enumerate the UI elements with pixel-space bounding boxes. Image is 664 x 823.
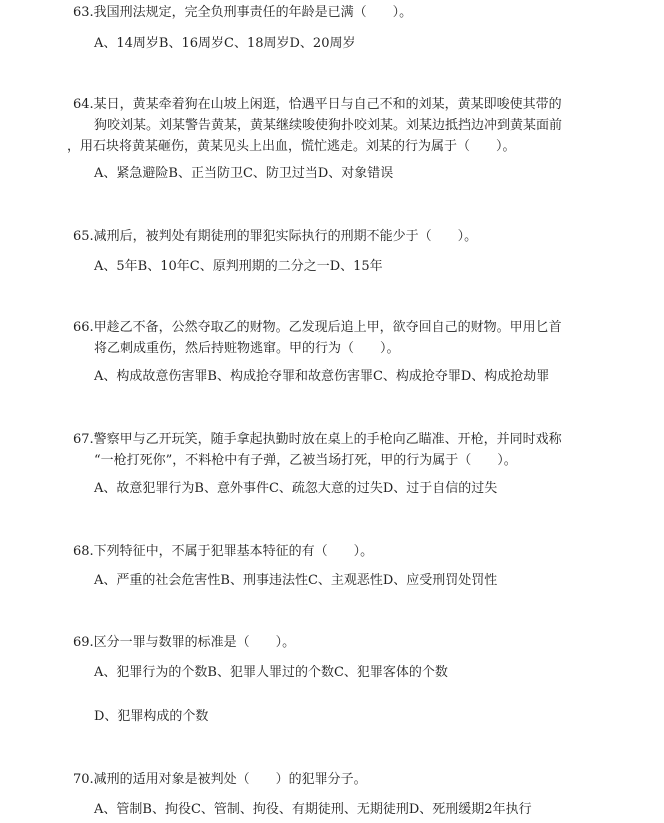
question-stem xyxy=(73,2,593,23)
stem-line: 64.某日，黄某牵着狗在山坡上闲逛，恰遇平日与自己不和的刘某，黄某即唆使其带的 xyxy=(73,97,562,112)
question-options: A、管制B、拘役C、管制、拘役、有期徒刑、无期徒刑D、死刑缓期2年执行 xyxy=(94,802,532,817)
stem-line: 66.甲趁乙不备，公然夺取乙的财物。乙发现后追上甲，欲夺回自己的财物。甲用匕首 xyxy=(73,320,562,335)
stem-line: 65.减刑后，被判处有期徒刑的罪犯实际执行的刑期不能少于（ ）。 xyxy=(73,229,478,244)
question-options: A、严重的社会危害性B、刑事违法性C、主观恶性D、应受刑罚处罚性 xyxy=(94,573,498,588)
question-stem xyxy=(73,541,593,562)
stem-line: 狗咬刘某。刘某警告黄某，黄某继续唆使狗扑咬刘某。刘某边抵挡边冲到黄某面前 xyxy=(94,118,563,133)
question-stem xyxy=(67,94,593,157)
question-options: A、5年B、10年C、原判刑期的二分之一D、15年 xyxy=(94,259,383,274)
question-options: D、犯罪构成的个数 xyxy=(94,709,209,724)
stem-line: 将乙刺成重伤，然后持赃物逃窜。甲的行为（ ）。 xyxy=(94,341,400,356)
question-stem xyxy=(73,226,593,247)
stem-line: 63.我国刑法规定，完全负刑事责任的年龄是已满（ ）。 xyxy=(73,5,413,20)
question-stem xyxy=(73,429,593,471)
stem-line: 70.减刑的适用对象是被判处（ ）的犯罪分子。 xyxy=(73,772,367,787)
stem-line: 69.区分一罪与数罪的标准是（ ）。 xyxy=(73,635,296,650)
question-options: A、犯罪行为的个数B、犯罪人罪过的个数C、犯罪客体的个数 xyxy=(94,665,448,680)
question-options: A、构成故意伤害罪B、构成抢夺罪和故意伤害罪C、构成抢夺罪D、构成抢劫罪 xyxy=(94,369,550,384)
stem-line: 68.下列特征中，不属于犯罪基本特征的有（ ）。 xyxy=(73,544,374,559)
stem-line: 67.警察甲与乙开玩笑，随手拿起执勤时放在桌上的手枪向乙瞄准、开枪，并同时戏称 xyxy=(73,432,562,447)
question-options: A、14周岁B、16周岁C、18周岁D、20周岁 xyxy=(94,36,356,51)
stem-line: ，用石块将黄某砸伤，黄某见头上出血，慌忙逃走。刘某的行为属于（ ）。 xyxy=(67,139,516,154)
stem-line: “一枪打死你”，不料枪中有子弹，乙被当场打死，甲的行为属于（ ）。 xyxy=(94,453,517,468)
question-stem xyxy=(73,632,593,653)
question-options: A、故意犯罪行为B、意外事件C、疏忽大意的过失D、过于自信的过失 xyxy=(94,481,498,496)
question-options: A、紧急避险B、正当防卫C、防卫过当D、对象错误 xyxy=(94,166,394,181)
question-stem xyxy=(73,317,593,359)
question-stem xyxy=(73,769,593,790)
